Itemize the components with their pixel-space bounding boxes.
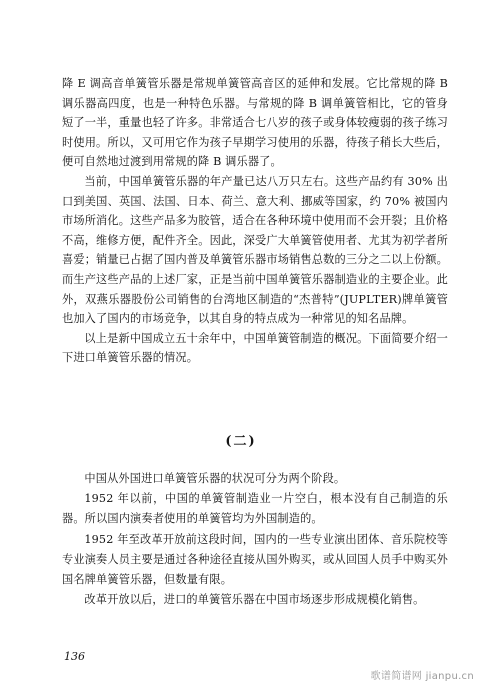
paragraph-before-1952: 1952 年以前，中国的单簧管制造业一片空白，根本没有自己制造的乐器。所以国内演奏者使用的单簧管均为外国制造的。 — [62, 492, 448, 526]
paragraph-e-flat-clarinet: 降 E 调高音单簧管乐器是常规单簧管高音区的延伸和发展。它比常规的降 B 调乐器高四度，也是一种特色乐器。与常规的降 B 调单簧管相比，它的管身短了一半，重量也轻了许多。非常适合七八岁的孩子或身体较瘦弱的孩子练习时使用。所以，又可用它作为孩子早期学习使用的乐器，待孩子稍长大些后，便可自然地过渡到用常规的降 B 调乐器了。 — [62, 77, 448, 169]
paragraph-summary: 以上是新中国成立五十余年中，中国单簧管制造的概况。下面简要介绍一下进口单簧管乐器的情况。 — [62, 331, 448, 365]
paragraph-import-stages: 中国从外国进口单簧管乐器的状况可分为两个阶段。 — [84, 472, 346, 485]
paragraph-after-reform: 改革开放以后，进口的单簧管乐器在中国市场逐步形成规模化销售。 — [84, 593, 425, 607]
second-text-block — [62, 469, 448, 610]
page-number: 136 — [64, 650, 85, 663]
paragraph-1952-to-reform: 1952 年至改革开放前这段时间，国内的一些专业演出团体、音乐院校等专业演奏人员主要是通过各种途径直接从国外购买，或从回国人员手中购买外国名牌单簧管乐器，但数量有限。 — [62, 532, 448, 587]
main-text-block — [62, 74, 448, 383]
section-heading: (二) — [225, 434, 257, 449]
watermark-text: 歌谱简谱网 jianpu.cn — [370, 671, 474, 682]
paragraph-production-status: 当前，中国单簧管乐器的年产量已达八万只左右。这些产品约有 30% 出口到美国、英国、法国、日本、荷兰、意大利、挪威等国家，约 70% 被国内市场所消化。这些产品多为胶管，适合在各种环境中使用而不会开裂；且价格不高，维修方便，配件齐全。因此，深受广大单簧管使用者、尤其为初学者所喜爱；销量已占据了国内普及单簧管乐器市场销售总数的三分之二以上份额。而生产这些产品的上述厂家，正是当前中国单簧管乐器制造业的主要企业。此外，双燕乐器股份公司销售的台湾地区制造的“杰普特”(JUPLTER)牌单簧管也加入了国内的市场竞争，以其自身的特点成为一种常见的知名品牌。 — [62, 174, 448, 326]
